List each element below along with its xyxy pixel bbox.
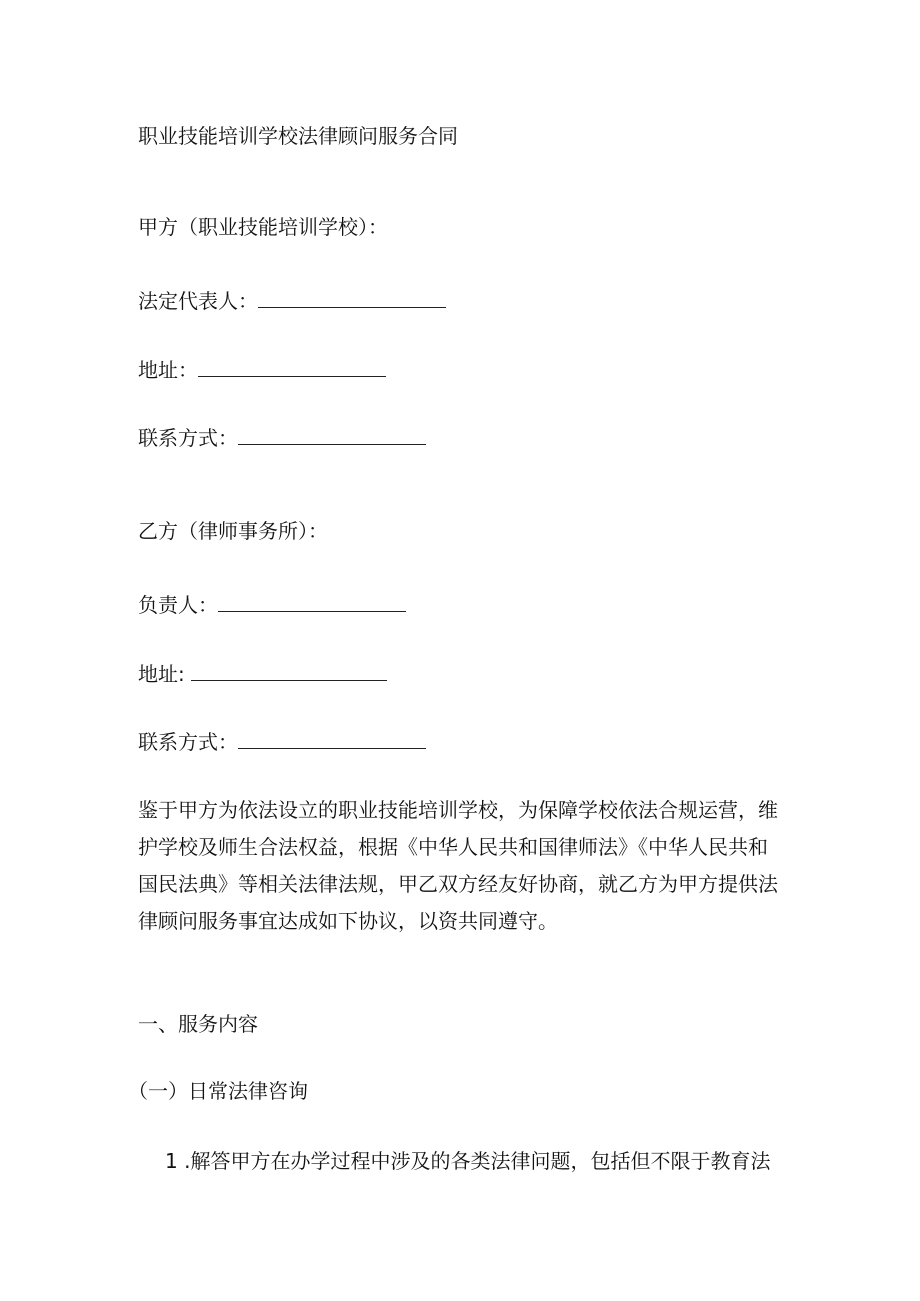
party-b-principal-label: 负责人：	[138, 593, 218, 617]
party-a-heading: 甲方（职业技能培训学校）：	[138, 215, 388, 239]
party-a-address-blank[interactable]	[198, 358, 386, 377]
party-b-contact-blank[interactable]	[238, 730, 426, 749]
party-b-principal-line	[138, 593, 406, 617]
party-b-contact-label: 联系方式：	[138, 730, 238, 754]
section-1-item-1: 1 .解答甲方在办学过程中涉及的各类法律问题，包括但不限于教育法	[165, 1149, 771, 1173]
party-a-contact-blank[interactable]	[238, 426, 426, 445]
contract-title: 职业技能培训学校法律顾问服务合同	[138, 124, 458, 148]
preamble-line: 国民法典》等相关法律法规，甲乙双方经友好协商，就乙方为甲方提供法	[138, 872, 778, 896]
party-b-address-blank[interactable]	[191, 662, 387, 681]
party-b-address-line	[138, 662, 387, 686]
party-b-contact-line	[138, 730, 426, 754]
party-b-address-label: 地址:	[138, 662, 185, 686]
party-a-contact-label: 联系方式：	[138, 426, 238, 450]
party-a-address-label: 地址：	[138, 358, 198, 382]
section-1-subheading: （一）日常法律咨询	[128, 1079, 308, 1103]
party-a-representative-blank[interactable]	[258, 289, 446, 308]
preamble-line: 护学校及师生合法权益，根据《中华人民共和国律师法》《中华人民共和	[138, 835, 768, 859]
party-a-representative-line	[138, 289, 446, 313]
party-a-contact-line	[138, 426, 426, 450]
party-b-principal-blank[interactable]	[218, 593, 406, 612]
party-a-address-line	[138, 358, 386, 382]
preamble-line: 律顾问服务事宜达成如下协议，以资共同遵守。	[138, 909, 558, 933]
section-1-heading: 一、服务内容	[138, 1012, 258, 1036]
preamble-line: 鉴于甲方为依法设立的职业技能培训学校，为保障学校依法合规运营，维	[138, 798, 778, 822]
preamble-paragraph	[138, 792, 786, 940]
party-b-heading: 乙方（律师事务所）：	[138, 519, 328, 543]
party-a-representative-label: 法定代表人：	[138, 289, 258, 313]
